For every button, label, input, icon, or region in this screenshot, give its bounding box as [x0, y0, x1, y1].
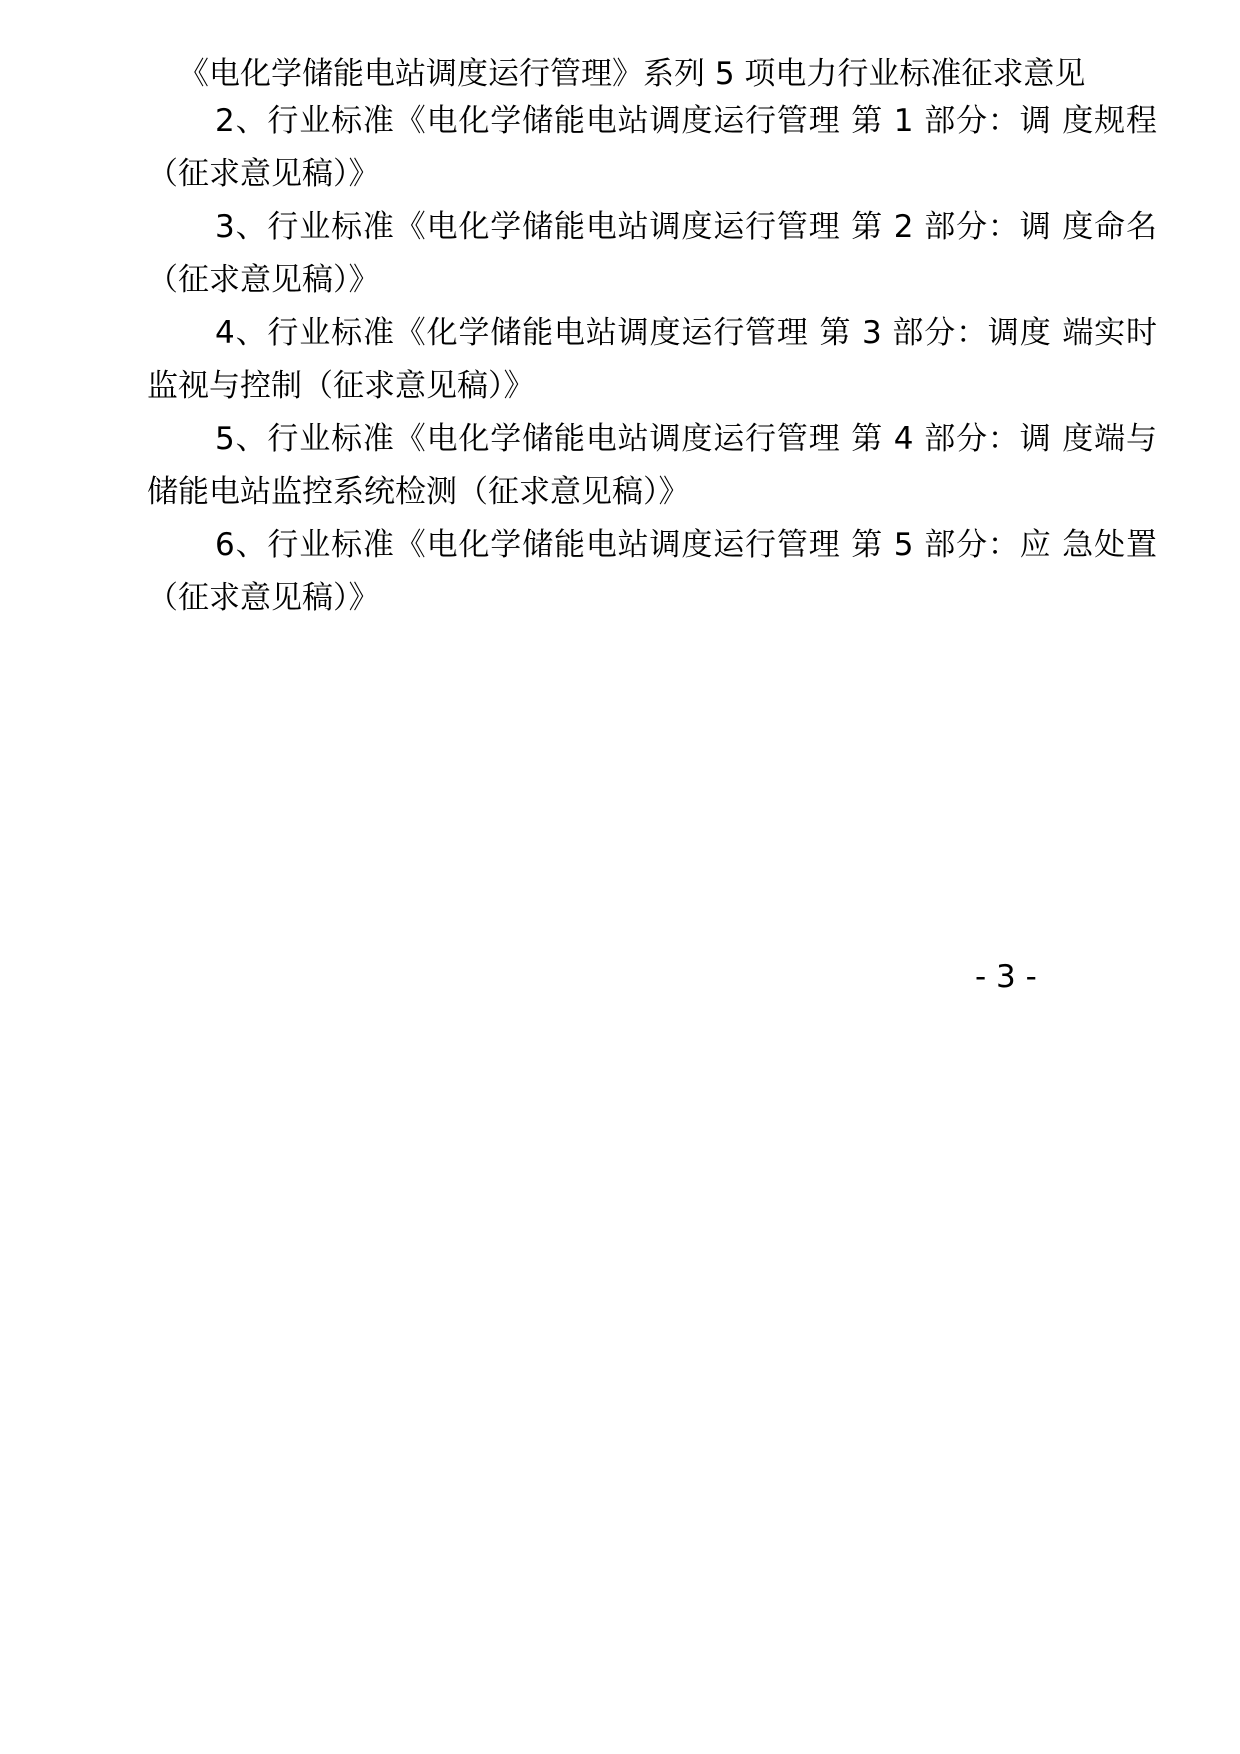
- list-item: 6、行业标准《电化学储能电站调度运行管理 第 5 部分：应 急处置（征求意见稿）》: [147, 527, 1157, 616]
- standards-list: [147, 95, 1157, 625]
- page-number: - 3 -: [975, 959, 1037, 995]
- document-header-line: 《电化学储能电站调度运行管理》系列 5 项电力行业标准征求意见: [178, 56, 1086, 92]
- list-item: 3、行业标准《电化学储能电站调度运行管理 第 2 部分：调 度命名（征求意见稿）》: [147, 209, 1157, 298]
- list-item: 4、行业标准《化学储能电站调度运行管理 第 3 部分：调度 端实时监视与控制（征求意见稿）》: [147, 315, 1158, 404]
- list-item: 2、行业标准《电化学储能电站调度运行管理 第 1 部分：调 度规程（征求意见稿）》: [147, 103, 1157, 192]
- list-item: 5、行业标准《电化学储能电站调度运行管理 第 4 部分：调 度端与储能电站监控系统检测（征求意见稿）》: [147, 421, 1157, 510]
